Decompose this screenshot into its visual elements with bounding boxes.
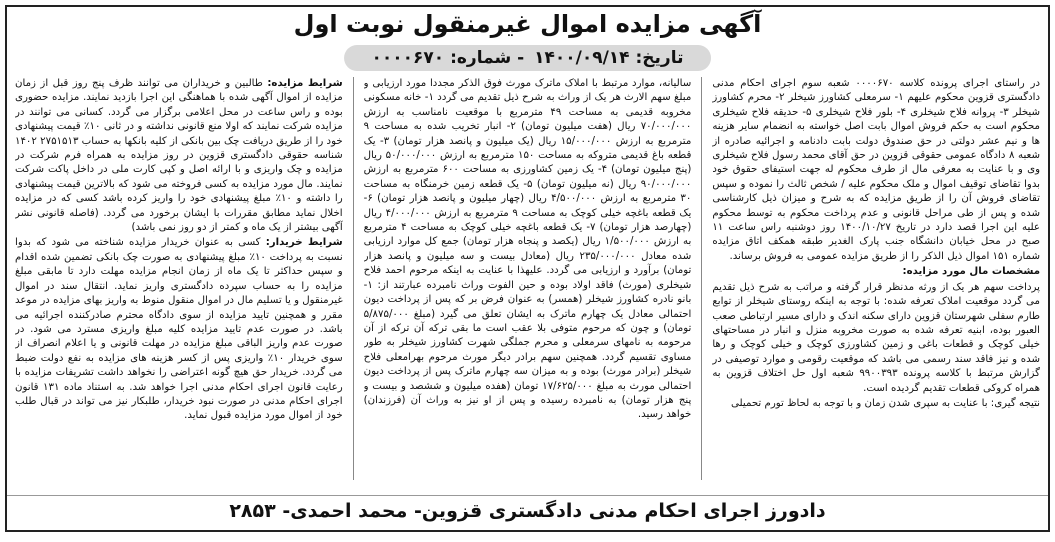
notice-title: آگهی مزایده اموال غیرمنقول نوبت اول — [293, 10, 762, 38]
right-paragraph-1: در راستای اجرای پرونده کلاسه ۰۰۰۰۶۷۰ شعبه سوم اجرای احکام مدنی دادگستری قزوین محکوم علیهم ۱- سرمعلی کشاورز شیخلر ۲- محرم کشاورز شیخلر ۳- پروانه فلاح شیخلری ۴- بلور فلاح شیخلری ۵- حدیقه فلاح شیخلری محکوم است به حکم فروش اموال بابت اصل خواسته به انضمام سایر هزینه ها و نیم عشر دولتی در حق صندوق دولت بابت دادنامه و اجرائیه صادره از شعبه ۸ دادگاه عمومی حقوقی قزوین در حق آقای محمد رسول فلاح شیخلری وی و با عنایت به معرفی مال از طرف محکوم له جهت استیفای حقوق خود بدوا تقاضای توقیف اموال و ملک محکوم علیه / شخص ثالث را نموده و سپس تقاضای فروش آن را از طریق مزایده که به شرح و میزان ذیل کارشناسی شده و پس از طی مراحل قانونی و عدم پرداخت محکوم به توسط محکوم علیه این اجرا قصد دارد در تاریخ ۱۴۰۰/۱۰/۲۷ روز دوشنبه راس ساعت ۱۱ صبح در محل خیابان دانشگاه جنب پارک الغدیر طبقه همکف اتاق مزایده شماره ۱۵۱ اموال ذیل الذکر را از طریق مزایده عمومی به فروش برساند. — [712, 78, 1040, 262]
number-label: - شماره: ۰۰۰۰۶۷۰ — [371, 48, 525, 68]
auction-conditions-heading: شرایط مزایده: — [267, 78, 343, 89]
columns — [15, 77, 1040, 480]
column-divider — [701, 77, 702, 480]
column-divider — [353, 77, 354, 480]
middle-column — [364, 77, 692, 480]
right-paragraph-2: پرداخت سهم هر یک از ورثه مدنظر قرار گرفته و مراتب به شرح ذیل تقدیم می گردد موقعیت املاک تعرفه شده: با توجه به اینکه روستای شیخلر از توابع طارم سفلی شهرستان قزوین دارای سکنه اندک و دارای مسیر ارتباطی صعب العبور بوده، ابنیه تعرفه شده به صورت مخروبه منزل و انبار در مساحتهای خیلی کوچک و قطعات باغی و زمین کشاورزی کوچک و خیلی کوچک و رها شده و نیز فاقد سند رسمی می باشد که موقعیت رقومی و موارد توصیفی در گزارش مرتبط با کلاسه پرونده ۹۹۰۰۳۹۳ شعبه اول حل اختلاف قزوین به همراه کروکی قطعات تقدیم گردیده است. — [712, 281, 1040, 394]
date-number-banner — [344, 45, 712, 71]
date-label: تاریخ: ۱۴۰۰/۰۹/۱۴ — [534, 48, 684, 68]
right-column — [712, 77, 1040, 480]
signature-footer: دادورز اجرای احکام مدنی دادگستری قزوین- محمد احمدی- ۲۸۵۳ — [7, 495, 1048, 526]
left-column — [15, 77, 343, 480]
buyer-conditions-heading: شرایط خریدار: — [265, 237, 343, 249]
property-spec-heading: مشخصات مال مورد مزایده: — [902, 266, 1040, 278]
notice-page — [5, 5, 1050, 532]
left-paragraph-2: کسی به عنوان خریدار مزایده شناخته می شود که بدوا نسبت به پرداخت ۱۰٪ مبلغ پیشنهادی به صورت چک بانکی تضمین شده اقدام و سپس حداکثر تا یک ماه از زمان انجام مزایده مهلت دارد تا مابقی مبلغ مزایده را به حساب سپرده دادگستری واریز نماید. انتقال سند در اموال غیرمنقول و یا تسلیم مال در اموال منقول منوط به واریز بهای مزایده در موعد مقرر و همچنین تایید مزایده از سوی دادگاه محترم صادرکننده اجرائیه می باشد. در صورت عدم تایید مزایده کلیه مبلغ واریزی مسترد می شود. در صورت عدم واریز الباقی مبلغ مزایده در مهلت قانونی و یا اعلام انصراف از سوی خریدار ۱۰٪ واریزی پس از کسر هزینه های مزایده به نفع دولت ضبط می گردد. خریدار حق هیچ گونه اعتراضی را نخواهد داشت تشریفات مزایده با رعایت قانون اجرای احکام مدنی اجرا خواهد شد. به استناد ماده ۱۳۱ قانون اجرای احکام مدنی در صورت نبود خریدار، طلبکار نیز می تواند در قبال طلب خود از اموال مورد مزایده قبول نماید. — [14, 237, 343, 422]
left-paragraph-1: طالبین و خریداران می توانند ظرف پنج روز قبل از زمان مزایده از اموال آگهی شده با هماهنگی این اجرا بازدید نمایند. مزایده حضوری بوده و راس ساعت در محل اعلامی برگزار می گردد. کسانی می توانند در مزایده شرکت نمایند که اولا منع قانونی نداشته و در ثانی ۱۰٪ قیمت پیشنهادی خود را از طریق دریافت چک بین بانکی از کلیه بانکها به حساب ۲۷۵۱۵۱۳ ۱۴۰۲ شناسه حقوقی دادگستری قزوین در روز مزایده به همراه فرم شرکت در مزایده و چک واریزی و با ارائه اصل و کپی کارت ملی در داخل پاکت شرکت نمایند. مال مورد مزایده به کسی فروخته می شود که بالاترین قیمت پیشنهادی را داشته و ۱۰٪ مبلغ پیشنهادی خود را واریز کرده باشد کسی که در مزایده اخلال نماید مطابق مقررات با ایشان برخورد می گردد. (فاصله قانونی نشر آگهی بیشتر از یک ماه و کمتر از دو روز نمی باشد) — [14, 78, 343, 234]
middle-paragraph-1: سالیانه، موارد مرتبط با املاک ماترک مورث فوق الذکر مجددا مورد ارزیابی و مبلغ سهم الارث هر یک از وراث به شرح ذیل تقدیم می گردد ۱- خانه مسکونی مخروبه قدیمی به مساحت ۴۹ مترمربع با موقعیت نامناسب به ارزش ۷۰/۰۰۰/۰۰۰ ریال (هفت میلیون تومان) ۲- انبار تخریب شده به مساحت ۹ مترمربع به ارزش ۱۵/۰۰۰/۰۰۰ ریال (یک میلیون و پانصد هزار تومان) ۳- یک قطعه باغ قدیمی متروکه به مساحت ۱۵۰ مترمربع به ارزش ۵۰/۰۰۰/۰۰۰ ریال (پنج میلیون تومان) ۴- یک زمین کشاورزی به مساحت ۶۰۰ مترمربع به ارزش ۹۰/۰۰۰/۰۰۰ ریال (نه میلیون تومان) ۵- یک قطعه زمین خرمنگاه به مساحت ۳۰ مترمربع به ارزش ۴/۵۰۰/۰۰۰ ریال (چهار میلیون و پانصد هزار تومان) ۶- یک قطعه باغچه خیلی کوچک به مساحت ۹ مترمربع به ارزش ۴/۰۰۰/۰۰۰ ریال (چهارصد هزار تومان) ۷- یک قطعه باغچه خیلی کوچک به مساحت ۴ مترمربع به ارزش ۱/۵۰۰/۰۰۰ ریال (یکصد و پنجاه هزار تومان) جمع کل موارد ارزیابی شده معادل ۲۳۵/۰۰۰/۰۰۰ ریال (معادل بیست و سه میلیون و پانصد هزار تومان) برآورد و ارزیابی می گردد. علیهذا با عنایت به اینکه مرحوم احمد فلاح شیخلری (مورث) فاقد اولاد بوده و حین الفوت وراث نامبرده عبارتند از: ۱- بانو نادره کشاورز شیخلر (همسر) به عنوان فرض بر که پس از پرداخت دیون احتمالی معادل یک چهارم ماترک به ایشان تعلق می گیرد (مبلغ ۵/۸۷۵/۰۰۰ تومان) و چون که مرحوم متوفی بلا عقب است ما بقی ترکه آن ترکه از آن مرحومه به نامهای سرمعلی و محرم جملگی شهرت کشاورز شیخلر به طور مساوی تقسیم گردد. همچنین سهم برادر دیگر مورث مرحوم بهرامعلی فلاح شیخلر (برادر مورث) بوده و به میزان سه چهارم ماترک پس از پرداخت دیون احتمالی مورث به مبلغ ۱۷/۶۲۵/۰۰۰ تومان (هفده میلیون و ششصد و بیست و پنج هزار تومان) به نامبرده رسیده و پس از او نیز به وراث آن (فرزندان) خواهد رسید. — [363, 78, 692, 421]
right-paragraph-3: نتیجه گیری: با عنایت به سپری شدن زمان و با توجه به لحاظ تورم تحمیلی — [731, 397, 1040, 409]
